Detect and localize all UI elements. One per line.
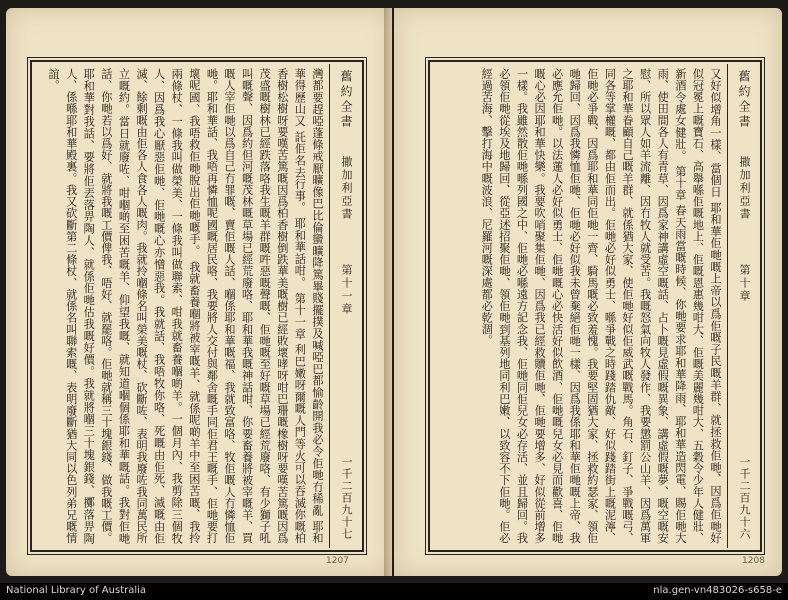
left-header-title: 舊約全書 — [339, 70, 353, 130]
left-page-number: 一千二百九十七 — [340, 456, 353, 540]
left-body-text: 灣都要趕啞蓬條戒厭曠像巴比倫蠻曠降篤畢賤擺撲及喊啞巴都愉齡開我必令佢哋冇稀亂 耶和華得歷山又 託佢名去行事。 耶和華話咁。 第十一章 利巴嫩呀爾嘅人門等火可以吞滅你嘅柏香樹松樹呀要嘆苦篤嘅因爲柏香樹倒跌華美嘅樹已經敗壞哮呀咁巴珊嘅橡樹呀要嘆苦篤嘅因爲茂盛嘅樹林已經跌落咯我生嘅羊群嘅吽惡嘅聲嘅、佢哋嘅至好嘅草場已經荒廢咯、有少獅子吼叫嘅聲、因爲約但河嘅茂林嘅草場已經荒廢咯、耶和華我嘅神話咁、你要畜養將被宰嘅羊、買嘅人宰佢哋以爲自己冇罪嘅、賣佢嘅人話、嗰係耶和華嘅福、我就致富咯、牧佢嘅人冇憐恤佢哋。耶和華話、我唔再憐恤呢國嘅居民咯、我要將人交付與鄰舍嘅手同佢君王嘅手、佢哋要打壞呢國、我唔救佢哋脫出佢哋嘅手。 我就畜養嗰將被宰嘅羊、就係呢啲羊中至困苦嘅、我拎兩條杖、一條我叫做榮美、一條我叫做聯索、咁我就畜養嗰啲羊。一個月內、我剪除三個牧人、因爲我心厭惡佢哋、佢哋嘅心亦憎惡我。我就話、我唔牧你咯、死嘅由佢死、滅嘅由佢滅、餘剩嘅由佢各人食各人嘅肉。我就拎嗰條名叫榮美嘅杖、砍斷咗、表明我廢咗我同萬民所立嘅約。當日就廢咗、咁嗰啲至困苦嘅羊、仰望我嘅、就知道嗰個係耶和華嘅話。我對佢哋話、你哋若以爲好、就將我嘅工價俾我、唔好、就罷咯。佢哋就稱三十塊銀錢、做我嘅工價。耶和華對我話、要將佢丟落畀陶人、就係佢哋估我嘅好價。我就將嗰三十塊銀錢、擲落畀陶人、係喺耶和華殿裏。我又砍斷第二條杖、就係名叫聯索嘅、表明廢斷猶大同以色列弟兄嘅情誼。 — [47, 68, 324, 544]
right-header-title: 舊約全書 — [737, 70, 751, 130]
right-body-text: 又好似增角一樣、當個日 耶和華佢哋嘅上帝以爲佢嘅子民嘅羊群、就拯救佢哋、因爲佢哋好似冠冕上嘅寶石、高舉喺佢嘅地上、佢嘅恩惠幾咁大、佢嘅美麗幾咁大、五穀令少年人健壯、新酒令處女健壯。 第十章 春天雨當嘅時候、你哋要求耶和華降雨、耶和華造閃電、賜佢哋大雨、使田間各人有青草、因爲家神講虛空嘅話、占卜嘅見虛假嘅異象、講虛假嘅夢、嘅空嘅安慰、所以眾人如羊流離、因冇牧人就受苦。我嘅怒氣向牧人發作、我要懲罰公山羊、因爲萬軍之耶和華眷顧自己嘅羊群、就係猶大家、使佢哋好似佢威武嘅戰馬。角石、釘子、爭戰嘅弓、同各等掌權嘅、都由佢而出。佢哋必好似勇士、喺爭戰之時踐踏仇敵、好似踐踏街上嘅泥濘、佢哋必爭戰、因爲耶和華同佢哋一齊、騎馬嘅必致羞愧。我要堅固猶大家、拯救約瑟家、領佢哋歸回、因爲我憐恤佢哋、佢哋必好似我未曾棄絕佢哋一樣、因爲我係耶和華佢哋嘅上帝、我必應允佢哋。以法蓮人必好似勇士、佢哋嘅心必快活好似飲酒、佢哋嘅兒女必見而歡喜、佢哋嘅心必因耶和華快樂。我要吹哨聚集佢哋、因爲我已經救贖佢哋、佢哋要增多、好似從前增多一樣。我雖然散佢哋喺列國之中、佢哋必喺遠方記念我、佢哋同佢兒女必存活、並且歸回。我必領佢哋從埃及地歸回、從亞述招聚佢哋、領佢哋到基列地同利巴嫩、以致容不下佢哋。佢必經過苦海、擊打海中嘅波浪、尼羅河嘅深處都必乾涸。 — [480, 68, 722, 544]
left-pencil-folio: 1207 — [326, 556, 349, 566]
footer-bar — [0, 583, 788, 600]
item-identifier: nla.gen-vn483026-s658-e — [653, 585, 782, 596]
left-page — [6, 8, 392, 576]
left-chapter: 第十一章 — [340, 264, 353, 316]
right-margin-column — [727, 64, 758, 548]
right-page — [394, 8, 782, 576]
right-text-frame — [428, 60, 762, 552]
right-chapter: 第十章 — [738, 264, 751, 303]
right-pencil-folio: 1208 — [742, 556, 765, 566]
right-page-number: 一千二百九十六 — [738, 456, 751, 540]
left-text-frame — [30, 60, 364, 552]
right-book-name: 撒加利亞書 — [738, 156, 751, 221]
left-margin-column — [329, 64, 360, 548]
library-credit: National Library of Australia — [6, 585, 147, 596]
left-book-name: 撒加利亞書 — [340, 156, 353, 221]
